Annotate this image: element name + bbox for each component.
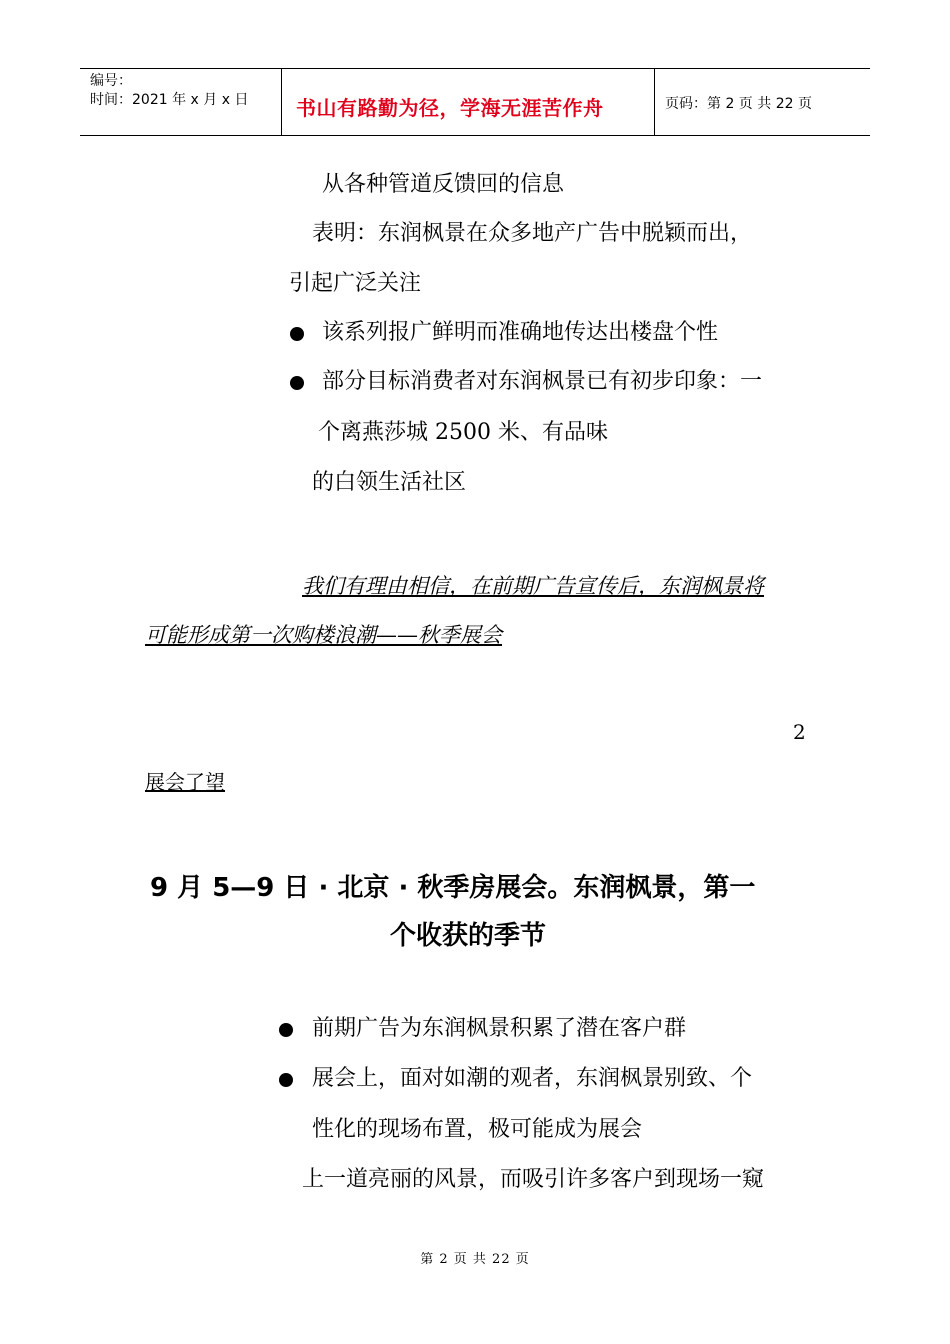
- header-divider-right: [654, 68, 655, 135]
- emphasis-statement: 可能形成第一次购楼浪潮——秋季展会: [145, 623, 502, 647]
- section-title: 展会了望: [145, 770, 225, 794]
- doc-code-label: 编号：: [90, 73, 132, 89]
- page-number: 2: [793, 720, 806, 744]
- bullet-item: 前期广告为东润枫景积累了潜在客户群: [312, 1016, 687, 1041]
- header-motto: 书山有路勤为径，学海无涯苦作舟: [296, 96, 604, 120]
- header-top-border: [80, 68, 870, 69]
- bullet-item-continuation: 性化的现场布置，极可能成为展会: [312, 1117, 643, 1142]
- section-heading: 9 月 5—9 日 · 北京 · 秋季房展会。东润枫景，第一: [150, 873, 756, 903]
- bullet-item-continuation: 个离燕莎城 2500 米、有品味: [318, 420, 608, 445]
- bullet-dot-icon: [290, 376, 304, 390]
- header-bottom-border: [80, 135, 870, 136]
- header-page-info: 页码：第 2 页 共 22 页: [665, 96, 812, 112]
- bullet-item: 展会上，面对如潮的观者，东润枫景别致、个: [312, 1066, 753, 1091]
- bullet-dot-icon: [279, 1073, 293, 1087]
- body-line: 引起广泛关注: [289, 271, 422, 296]
- bullet-item: 部分目标消费者对东润枫景已有初步印象：一: [322, 369, 763, 394]
- doc-time: 时间：2021 年 x 月 x 日: [90, 92, 249, 108]
- body-line: 从各种管道反馈回的信息: [322, 172, 565, 197]
- bullet-item-continuation: 上一道亮丽的风景，而吸引许多客户到现场一窥: [302, 1167, 765, 1192]
- bullet-item-continuation: 的白领生活社区: [312, 470, 467, 495]
- body-line: 表明：东润枫景在众多地产广告中脱颖而出，: [312, 221, 753, 246]
- emphasis-statement: 我们有理由相信，在前期广告宣传后，东润枫景将: [302, 574, 764, 598]
- bullet-dot-icon: [290, 327, 304, 341]
- header-divider-left: [281, 68, 282, 135]
- section-heading: 个收获的季节: [390, 921, 547, 951]
- bullet-dot-icon: [279, 1023, 293, 1037]
- bullet-item: 该系列报广鲜明而准确地传达出楼盘个性: [322, 320, 719, 345]
- page-footer: 第 2 页 共 22 页: [420, 1252, 530, 1267]
